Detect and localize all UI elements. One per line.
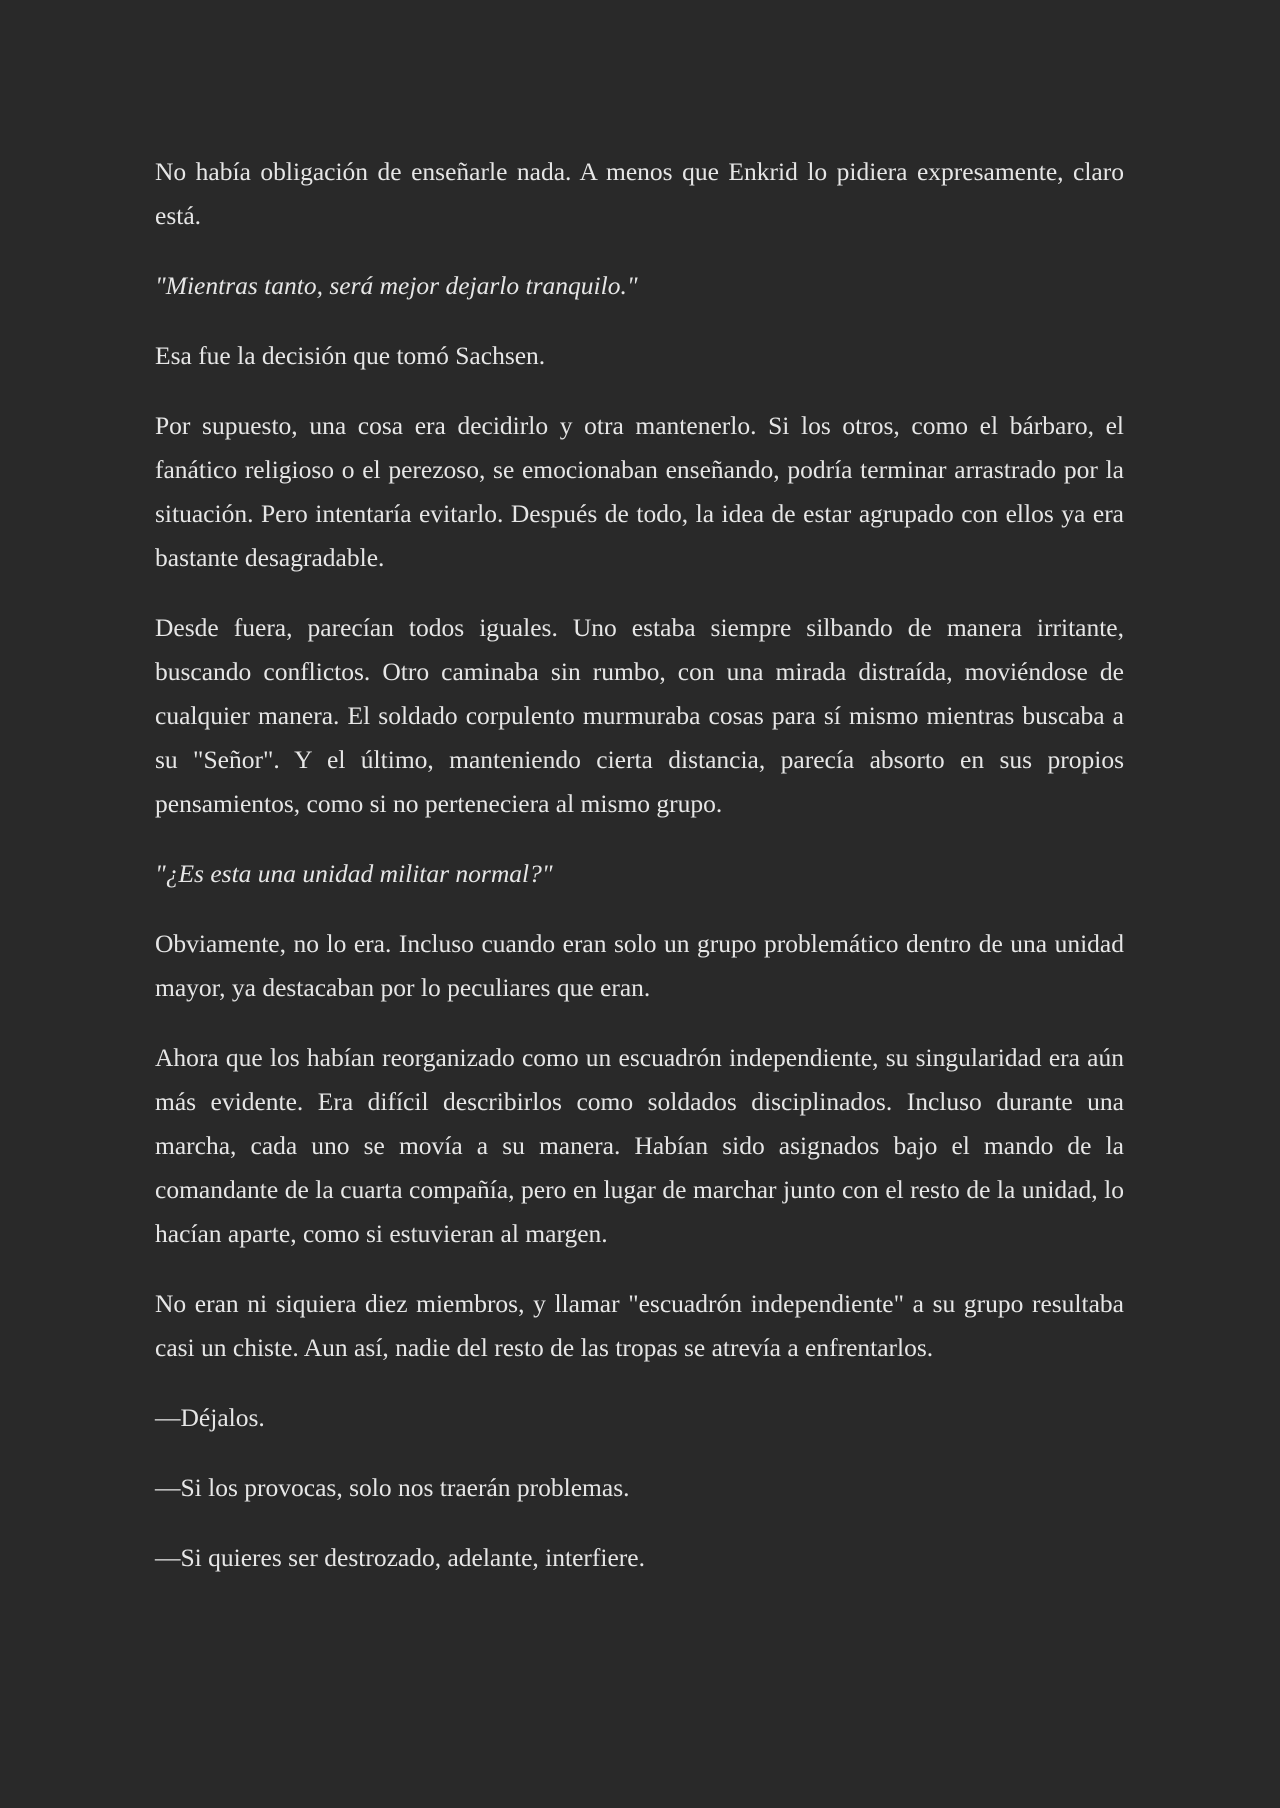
paragraph: Por supuesto, una cosa era decidirlo y otra mantenerlo. Si los otros, como el bárbaro, el fanático religioso o el perezoso, se emocionaban enseñando, podría terminar arrastrado por la situación. Pero intentaría evitarlo. Después de todo, la idea de estar agrupado con ellos ya era bastante desagradable. xyxy=(155,411,1124,572)
thought-quote: "Mientras tanto, será mejor dejarlo tranquilo." xyxy=(155,271,638,300)
paragraph: Desde fuera, parecían todos iguales. Uno estaba siempre silbando de manera irritante, buscando conflictos. Otro caminaba sin rumbo, con una mirada distraída, moviéndose de cualquier manera. El soldado corpulento murmuraba cosas para sí mismo mientras buscaba a su "Señor". Y el último, manteniendo cierta distancia, parecía absorto en sus propios pensamientos, como si no perteneciera al mismo grupo. xyxy=(155,613,1124,818)
paragraph: Ahora que los habían reorganizado como un escuadrón independiente, su singularidad era aún más evidente. Era difícil describirlos como soldados disciplinados. Incluso durante una marcha, cada uno se movía a su manera. Habían sido asignados bajo el mando de la comandante de la cuarta compañía, pero en lugar de marchar junto con el resto de la unidad, lo hacían aparte, como si estuvieran al margen. xyxy=(155,1043,1124,1248)
paragraph: No eran ni siquiera diez miembros, y llamar "escuadrón independiente" a su grupo resultaba casi un chiste. Aun así, nadie del resto de las tropas se atrevía a enfrentarlos. xyxy=(155,1289,1124,1362)
dialogue-line: —Si quieres ser destrozado, adelante, interfiere. xyxy=(155,1543,645,1572)
paragraph: No había obligación de enseñarle nada. A menos que Enkrid lo pidiera expresamente, claro está. xyxy=(155,157,1124,230)
dialogue-line: —Déjalos. xyxy=(155,1403,265,1432)
thought-quote: "¿Es esta una unidad militar normal?" xyxy=(155,859,553,888)
paragraph: Obviamente, no lo era. Incluso cuando eran solo un grupo problemático dentro de una unidad mayor, ya destacaban por lo peculiares que eran. xyxy=(155,929,1124,1002)
dialogue-line: —Si los provocas, solo nos traerán problemas. xyxy=(155,1473,630,1502)
paragraph: Esa fue la decisión que tomó Sachsen. xyxy=(155,341,546,370)
